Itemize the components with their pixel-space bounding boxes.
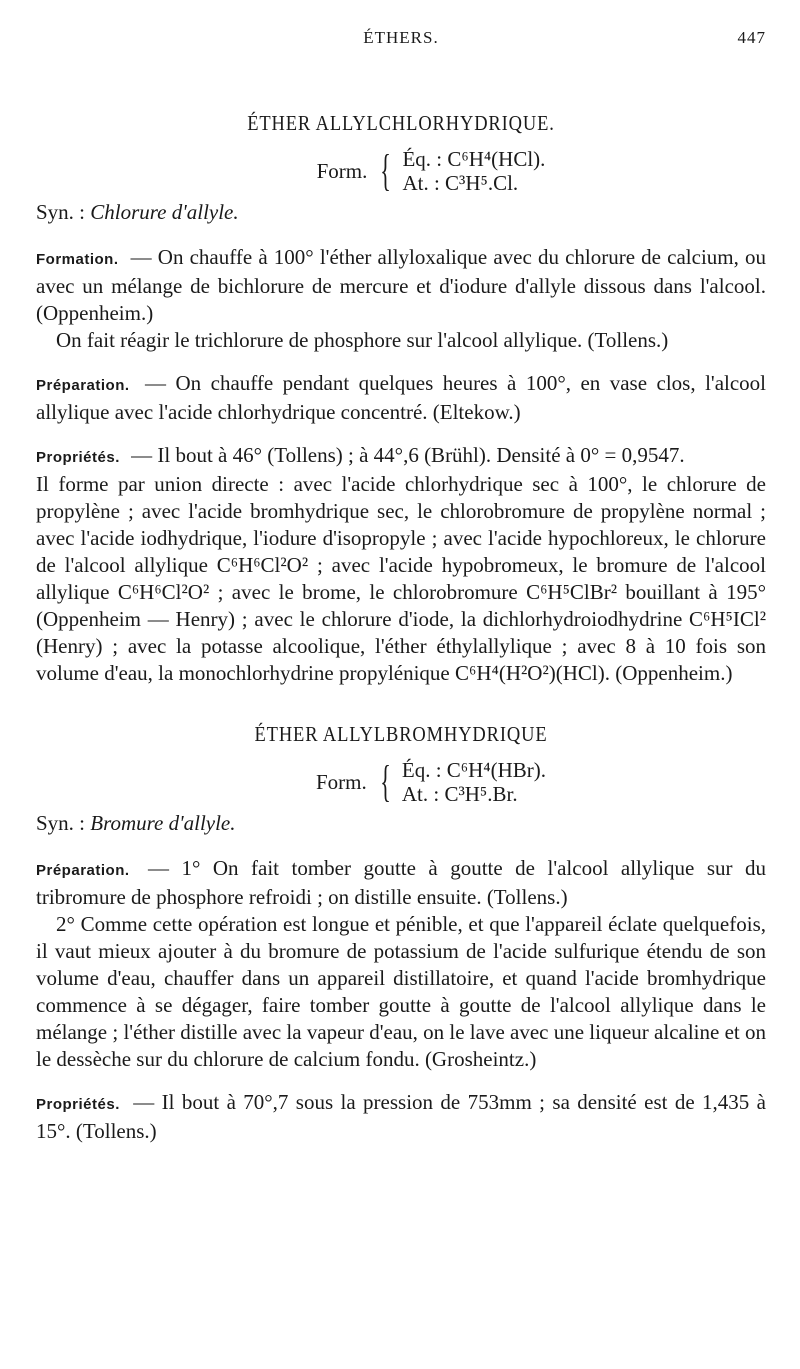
page-header <box>36 24 766 54</box>
proprietes-text: — Il bout à 70°,7 sous la pression de 753mm ; sa densité est de 1,435 à 15°. (Tollens.) <box>36 1090 766 1143</box>
formation-label: Formation. <box>36 251 119 268</box>
formula-eq: Éq. : C⁶H⁴(HBr). <box>401 758 547 782</box>
synonym-line <box>36 810 766 837</box>
formation-text: — On chauffe à 100° l'éther allyloxalique avec du chlorure de calcium, ou avec un mélange de bichlorure de mercure et d'iodure d'allyle dissous dans l'alcool. (Oppenheim.) <box>36 245 767 325</box>
formation-paragraph <box>36 244 766 327</box>
proprietes-paragraph <box>36 442 766 471</box>
formula-at: At. : C³H⁵.Cl. <box>402 171 519 195</box>
section-allylchlorhydrique <box>36 110 766 687</box>
preparation-label: Préparation. <box>36 862 130 879</box>
proprietes-paragraph-2: Il forme par union directe : avec l'acide chlorhydrique sec à 100°, le chlorure de propylène ; avec l'acide bromhydrique sec, le chlorobromure de propylène normal ; avec l'acide iodhydrique, l'iodure d'isopropyle ; avec l'acide hypochloreux, le chlorure de l'alcool allylique C⁶H⁶Cl²O² ; avec l'acide hypobromeux, le bromure de l'alcool allylique C⁶H⁶Cl²O² ; avec le brome, le chlorobromure C⁶H⁵ClBr² bouillant à 195° (Oppenheim — Henry) ; avec le chlorure d'iode, la dichlorhydroiodhydrine C⁶H⁵ICl² (Henry) ; avec la potasse alcoolique, l'éther éthylallylique ; avec 8 à 10 fois son volume d'eau, la monochlorhydrine propylénique C⁶H⁴(H²O²)(HCl). (Oppenheim.) <box>36 472 766 685</box>
formula-at: At. : C³H⁵.Br. <box>401 782 518 806</box>
synonym-value: Chlorure d'allyle. <box>90 200 239 224</box>
section-title: ÉTHER ALLYLCHLORHYDRIQUE. <box>247 111 555 135</box>
section-allylbromhydrique <box>36 721 766 1145</box>
synonym-label: Syn. : <box>36 811 91 835</box>
proprietes-text: — Il bout à 46° (Tollens) ; à 44°,6 (Brühl). Densité à 0° = 0,9547. <box>131 443 685 467</box>
brace-symbol: { <box>380 146 392 195</box>
proprietes-label: Propriétés. <box>36 1096 120 1113</box>
preparation-paragraph <box>36 370 766 426</box>
formula-label: Form. <box>315 769 367 794</box>
formula-lines <box>402 147 545 195</box>
page-number: 447 <box>737 28 766 47</box>
preparation-label: Préparation. <box>36 377 130 394</box>
proprietes-paragraph <box>36 1089 766 1145</box>
synonym-label: Syn. : <box>36 200 91 224</box>
running-title: ÉTHERS. <box>363 28 439 47</box>
synonym-value: Bromure d'allyle. <box>90 811 236 835</box>
formula-lines <box>402 758 546 806</box>
document-page <box>36 24 766 1145</box>
formula-block <box>96 758 766 806</box>
brace-symbol: { <box>380 757 391 806</box>
section-title: ÉTHER ALLYLBROMHYDRIQUE <box>254 722 548 746</box>
preparation-paragraph <box>36 855 766 911</box>
preparation-text: — On chauffe pendant quelques heures à 100°, en vase clos, l'alcool allylique avec l'acide chlorhydrique concentré. (Eltekow.) <box>36 371 767 424</box>
formula-label: Form. <box>316 158 368 183</box>
preparation-text: — 1° On fait tomber goutte à goutte de l'alcool allylique sur du tribromure de phosphore refroidi ; on distille ensuite. (Tollens.) <box>36 856 766 909</box>
proprietes-label: Propriétés. <box>36 449 120 466</box>
formula-block <box>96 147 766 195</box>
formula-eq: Éq. : C⁶H⁴(HCl). <box>402 147 546 171</box>
preparation-paragraph-2: 2° Comme cette opération est longue et pénible, et que l'appareil éclate quelquefois, il vaut mieux ajouter à du bromure de potassium de l'acide sulfurique étendu de son volume d'eau, chauffer dans un appareil distillatoire, et quand l'acide bromhydrique commence à se dégager, faire tomber goutte à goutte de l'alcool allylique dans le mélange ; l'éther distille avec la vapeur d'eau, on le lave avec une liqueur alcaline et on le dessèche sur du chlorure de calcium fondu. (Grosheintz.) <box>36 912 766 1071</box>
formation-paragraph-2: On fait réagir le trichlorure de phosphore sur l'alcool allylique. (Tollens.) <box>56 328 669 352</box>
synonym-line <box>36 199 766 226</box>
